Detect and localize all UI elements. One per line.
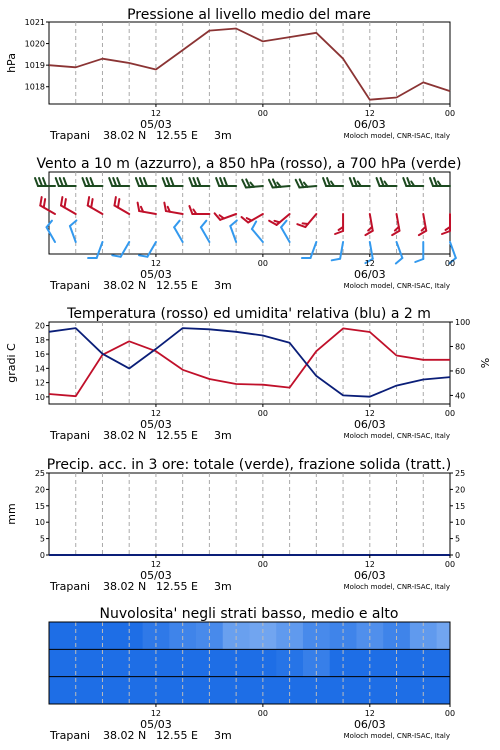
wind-barb-700-feather <box>82 178 85 186</box>
wind-barb-700 <box>269 179 290 187</box>
wind-barb-700-feather <box>430 178 433 186</box>
wind-barb-700-feather <box>220 178 223 186</box>
x-tick-label: 00 <box>257 409 268 418</box>
cloud-cell <box>49 649 63 676</box>
precip-gridlines <box>76 473 424 555</box>
wind-barbs <box>35 178 456 264</box>
precip-ylabel: mm <box>5 503 18 525</box>
wind-barb-850-feather <box>91 199 92 207</box>
location-name: Trapani <box>50 129 91 142</box>
y-tick-label: 25 <box>34 469 45 478</box>
wind-barb-700-feather <box>242 180 246 188</box>
temperature-line <box>49 328 450 396</box>
wind-barb-850-feather <box>118 199 119 207</box>
wind-barb-850-feather <box>189 206 192 214</box>
wind-barb-700-feather <box>35 178 38 186</box>
wind-barb-700-feather <box>109 178 112 186</box>
temperature-title: Temperatura (rosso) ed umidita' relativa (blu) a 2 m <box>67 306 431 322</box>
y-tick-label: 1021 <box>24 18 45 27</box>
wind-barb-850-feather <box>297 224 305 227</box>
wind-barb-10m-shaft <box>311 242 317 258</box>
wind-barb-700-feather <box>140 178 143 186</box>
model-credit: Moloch model, CNR-ISAC, Italy <box>343 583 450 591</box>
cloud-cell <box>49 622 63 649</box>
x-tick-label: 12 <box>364 409 375 418</box>
x-tick-label: 12 <box>150 259 162 268</box>
location-alt: 3m <box>214 729 232 742</box>
temperature-ylabel: gradi C <box>5 343 18 383</box>
wind-barb-850-feather <box>40 197 41 205</box>
wind-barb-10m <box>88 242 102 258</box>
x-tick-label: 12 <box>150 409 162 418</box>
wind-barb-850-feather <box>365 231 372 235</box>
wind-barb-700-feather <box>167 178 170 186</box>
y-tick-label: 20 <box>455 485 466 495</box>
date-label: 06/03 <box>353 418 386 431</box>
wind-barb-850 <box>138 203 156 214</box>
wind-barb-700-feather <box>144 178 147 186</box>
cloud-cell <box>437 677 451 704</box>
wind-barb-10m-shaft <box>397 242 403 258</box>
wind-barb-850 <box>189 206 209 214</box>
location-alt: 3m <box>214 580 232 593</box>
temperature-panel <box>5 306 492 442</box>
y-tick-label: 5 <box>455 534 461 544</box>
wind-barb-700 <box>377 178 397 186</box>
wind-barb-850-shaft <box>166 211 183 214</box>
precip-panel <box>5 457 465 593</box>
wind-barb-10m-shaft <box>252 229 263 242</box>
wind-barb-850 <box>269 214 289 225</box>
location-name: Trapani <box>50 729 91 742</box>
y-tick-label: 0 <box>455 551 461 560</box>
x-tick-label: 12 <box>364 709 375 718</box>
wind-barb-700-feather <box>39 178 42 186</box>
wind-barb-700-feather <box>403 178 406 186</box>
wind-barb-850 <box>442 214 450 234</box>
wind-barb-850 <box>88 197 103 214</box>
temperature-humidity-series <box>49 328 450 397</box>
wind-barb-850-feather <box>422 227 426 231</box>
wind-barb-700-feather <box>327 178 330 186</box>
date-label: 05/03 <box>140 418 172 431</box>
date-label: 05/03 <box>140 569 172 582</box>
location-alt: 3m <box>214 129 232 142</box>
wind-barb-700-feather <box>300 179 304 187</box>
y-tick-label: 10 <box>455 518 466 528</box>
wind-barb-10m <box>174 221 183 242</box>
cloud-title: Nuvolosita' negli strati basso, medio e alto <box>99 606 399 622</box>
wind-barb-10m <box>281 221 290 242</box>
y-tick-label: 12 <box>34 378 45 388</box>
y-tick-label: 25 <box>455 469 466 478</box>
precip-frame <box>49 473 450 555</box>
wind-barb-850-shaft <box>61 206 76 215</box>
pressure-series <box>49 28 450 99</box>
wind-barb-700-feather <box>224 178 227 186</box>
wind-barb-700-feather <box>269 180 273 188</box>
location-lon: 12.55 E <box>156 729 198 742</box>
y-tick-label: 18 <box>34 335 45 345</box>
wind-barb-700 <box>163 178 183 186</box>
pressure-x-axis <box>49 104 455 142</box>
wind-barb-850-shaft <box>139 211 156 214</box>
wind-barb-700-feather <box>246 179 250 187</box>
wind-barb-700-feather <box>171 178 174 186</box>
y-tick-label: 40 <box>455 391 466 401</box>
precip-y-axis-right <box>450 469 465 560</box>
wind-barb-850-feather <box>64 199 65 207</box>
wind-barb-700 <box>296 179 317 187</box>
humidity-ylabel: % <box>479 357 492 369</box>
wind-barb-850 <box>335 214 343 234</box>
wind-barb-10m-shaft <box>121 242 130 257</box>
wind-barb-850-shaft <box>40 206 55 215</box>
temperature-x-axis <box>49 404 455 442</box>
x-tick-label: 00 <box>257 259 268 268</box>
wind-barb-10m-shaft <box>281 227 290 242</box>
wind-barb-850-feather <box>368 227 372 231</box>
y-tick-label: 14 <box>34 364 45 374</box>
wind-barb-700 <box>82 178 102 186</box>
wind-barb-10m-feather <box>415 259 423 262</box>
wind-barb-10m <box>112 242 129 257</box>
wind-barb-700-feather <box>136 178 139 186</box>
x-tick-label: 12 <box>150 709 162 718</box>
wind-barb-10m <box>415 242 423 262</box>
wind-barb-700-feather <box>163 178 166 186</box>
x-tick-label: 00 <box>444 109 456 118</box>
date-label: 05/03 <box>140 268 172 281</box>
wind-barb-700-feather <box>113 178 116 186</box>
date-label: 06/03 <box>353 118 386 131</box>
wind-barb-10m-feather <box>201 221 206 228</box>
humidity-y-axis <box>450 318 470 400</box>
wind-barb-10m <box>332 242 343 260</box>
wind-barb-700-feather <box>64 178 67 186</box>
wind-barb-10m-shaft <box>47 227 56 242</box>
wind-barb-850 <box>419 214 426 235</box>
wind-barb-700-feather <box>377 178 380 186</box>
wind-barb-850-feather <box>61 197 62 205</box>
wind-barb-10m-shaft <box>201 227 210 242</box>
x-tick-label: 12 <box>150 109 162 118</box>
model-credit: Moloch model, CNR-ISAC, Italy <box>343 132 450 140</box>
wind-barb-10m-shaft <box>70 226 76 242</box>
wind-barb-10m <box>302 242 316 258</box>
y-tick-label: 20 <box>34 485 45 495</box>
wind-panel <box>35 156 462 292</box>
location-lat: 38.02 N <box>103 429 147 442</box>
wind-barb-850-feather <box>164 203 166 211</box>
cloud-cell <box>437 622 451 649</box>
wind-barb-850-feather <box>88 197 89 205</box>
wind-barb-850 <box>392 214 399 235</box>
wind-x-axis <box>49 254 455 292</box>
wind-barb-850 <box>40 197 55 214</box>
location-lon: 12.55 E <box>156 279 198 292</box>
y-tick-label: 10 <box>34 392 45 402</box>
cloud-panel <box>49 606 455 742</box>
location-alt: 3m <box>214 429 232 442</box>
wind-barb-10m <box>47 221 56 242</box>
y-tick-label: 16 <box>34 350 45 360</box>
y-tick-label: 100 <box>455 318 471 327</box>
cloud-x-axis <box>49 704 455 742</box>
wind-barb-10m-feather <box>332 259 340 261</box>
pressure-title: Pressione al livello medio del mare <box>127 7 371 23</box>
wind-barb-700-feather <box>323 178 326 186</box>
wind-barb-700-feather <box>216 178 219 186</box>
wind-barb-850-feather <box>247 218 252 220</box>
wind-title: Vento a 10 m (azzurro), a 850 hPa (rosso), a 700 hPa (verde) <box>36 156 462 172</box>
wind-barb-10m <box>139 242 156 257</box>
wind-barb-850-shaft <box>114 206 129 215</box>
model-credit: Moloch model, CNR-ISAC, Italy <box>343 282 450 290</box>
x-tick-label: 12 <box>150 560 162 569</box>
y-tick-label: 15 <box>34 501 45 511</box>
wind-barb-700 <box>242 179 263 187</box>
y-tick-label: 60 <box>455 366 466 376</box>
wind-barb-700-feather <box>273 179 277 187</box>
wind-barb-850 <box>297 214 316 227</box>
x-tick-label: 12 <box>364 259 375 268</box>
y-tick-label: 80 <box>455 342 466 352</box>
wind-barb-850 <box>365 214 372 235</box>
wind-barb-700-feather <box>350 178 353 186</box>
y-tick-label: 1018 <box>24 82 45 92</box>
precip-x-axis <box>49 555 455 593</box>
x-tick-label: 12 <box>364 560 375 569</box>
wind-barb-850-feather <box>303 223 308 224</box>
location-lat: 38.02 N <box>103 279 147 292</box>
wind-barb-700-feather <box>117 178 120 186</box>
x-tick-label: 12 <box>364 109 375 118</box>
wind-barb-700 <box>35 178 55 186</box>
wind-barb-10m-shaft <box>230 226 236 242</box>
wind-barb-10m-shaft <box>450 242 456 258</box>
y-tick-label: 0 <box>39 551 45 560</box>
date-label: 05/03 <box>140 718 172 731</box>
x-tick-label: 00 <box>444 259 456 268</box>
wind-barb-700 <box>136 178 156 186</box>
date-label: 06/03 <box>353 718 386 731</box>
wind-barb-700-feather <box>86 178 89 186</box>
wind-barb-10m-shaft <box>97 242 103 258</box>
wind-barb-700-feather <box>354 178 357 186</box>
x-tick-label: 00 <box>444 709 456 718</box>
wind-barb-850 <box>215 213 237 219</box>
wind-barb-700-feather <box>56 178 59 186</box>
wind-barb-850-feather <box>138 203 140 211</box>
precip-y-axis <box>35 469 49 560</box>
wind-barb-700-feather <box>90 178 93 186</box>
wind-barb-850 <box>114 197 129 214</box>
wind-barb-10m-shaft <box>147 242 156 257</box>
wind-barb-850-feather <box>419 231 426 235</box>
wind-barb-700-feather <box>296 180 300 188</box>
location-lat: 38.02 N <box>103 729 147 742</box>
wind-barb-700-feather <box>193 178 196 186</box>
wind-barb-850-feather <box>44 199 45 207</box>
wind-barb-10m-shaft <box>174 227 183 242</box>
pressure-ylabel: hPa <box>5 53 18 73</box>
wind-barb-850-feather <box>220 215 224 218</box>
date-label: 06/03 <box>353 569 386 582</box>
wind-barb-850 <box>164 203 182 214</box>
wind-barb-10m <box>252 222 263 242</box>
wind-barb-700-feather <box>381 178 384 186</box>
wind-barb-700-feather <box>43 178 46 186</box>
cloud-heatmap <box>49 622 451 704</box>
wind-barb-10m-feather <box>396 258 402 264</box>
wind-barb-850-feather <box>442 231 450 234</box>
wind-barb-700-feather <box>434 178 437 186</box>
location-lon: 12.55 E <box>156 580 198 593</box>
x-tick-label: 00 <box>444 409 456 418</box>
wind-barb-850 <box>61 197 76 214</box>
wind-barb-850-feather <box>335 231 343 234</box>
location-name: Trapani <box>50 580 91 593</box>
y-tick-label: 5 <box>39 534 45 544</box>
wind-barb-700 <box>56 178 76 186</box>
pressure-line <box>49 29 450 100</box>
location-lon: 12.55 E <box>156 429 198 442</box>
y-tick-label: 15 <box>455 501 466 511</box>
wind-barb-850-shaft <box>305 214 316 227</box>
wind-barb-10m-feather <box>174 221 179 228</box>
x-tick-label: 00 <box>257 109 268 118</box>
wind-barb-700 <box>109 178 129 186</box>
date-label: 05/03 <box>140 118 172 131</box>
y-tick-label: 1019 <box>24 61 45 71</box>
wind-barb-700 <box>323 178 343 186</box>
wind-barb-700-feather <box>197 178 200 186</box>
cloud-cell <box>437 649 451 676</box>
cloud-cell <box>49 677 63 704</box>
wind-barb-700 <box>216 178 236 186</box>
wind-barb-700 <box>350 178 370 186</box>
location-name: Trapani <box>50 279 91 292</box>
x-tick-label: 00 <box>444 560 456 569</box>
wind-barb-700-feather <box>189 178 192 186</box>
date-label: 06/03 <box>353 268 386 281</box>
wind-barb-10m-feather <box>139 255 147 256</box>
location-lat: 38.02 N <box>103 129 147 142</box>
pressure-y-axis <box>25 18 49 92</box>
x-tick-label: 00 <box>257 560 268 569</box>
humidity-line <box>49 328 450 397</box>
wind-barb-700 <box>189 178 209 186</box>
model-credit: Moloch model, CNR-ISAC, Italy <box>343 432 450 440</box>
y-tick-label: 20 <box>34 321 45 331</box>
wind-barb-850-feather <box>114 197 115 205</box>
y-tick-label: 1020 <box>24 39 45 49</box>
wind-barb-700-feather <box>60 178 63 186</box>
temperature-y-axis <box>35 322 49 402</box>
pressure-panel <box>5 7 455 142</box>
wind-barb-850-feather <box>395 227 399 231</box>
location-alt: 3m <box>214 279 232 292</box>
wind-barb-850-feather <box>274 221 279 223</box>
location-name: Trapani <box>50 429 91 442</box>
wind-barb-850-feather <box>392 231 399 235</box>
wind-barb-700 <box>430 178 450 186</box>
wind-barb-10m-feather <box>252 222 256 229</box>
wind-barb-700 <box>403 178 423 186</box>
x-tick-label: 00 <box>257 709 268 718</box>
wind-barb-700-feather <box>407 178 410 186</box>
wind-barb-10m-feather <box>112 255 120 256</box>
location-lat: 38.02 N <box>103 580 147 593</box>
precip-title: Precip. acc. in 3 ore: totale (verde), frazione solida (tratt.) <box>46 457 452 473</box>
wind-barb-850 <box>242 214 263 223</box>
wind-barb-10m <box>201 221 210 242</box>
location-lon: 12.55 E <box>156 129 198 142</box>
model-credit: Moloch model, CNR-ISAC, Italy <box>343 732 450 740</box>
y-tick-label: 10 <box>34 518 45 528</box>
wind-barb-850-shaft <box>88 206 103 215</box>
